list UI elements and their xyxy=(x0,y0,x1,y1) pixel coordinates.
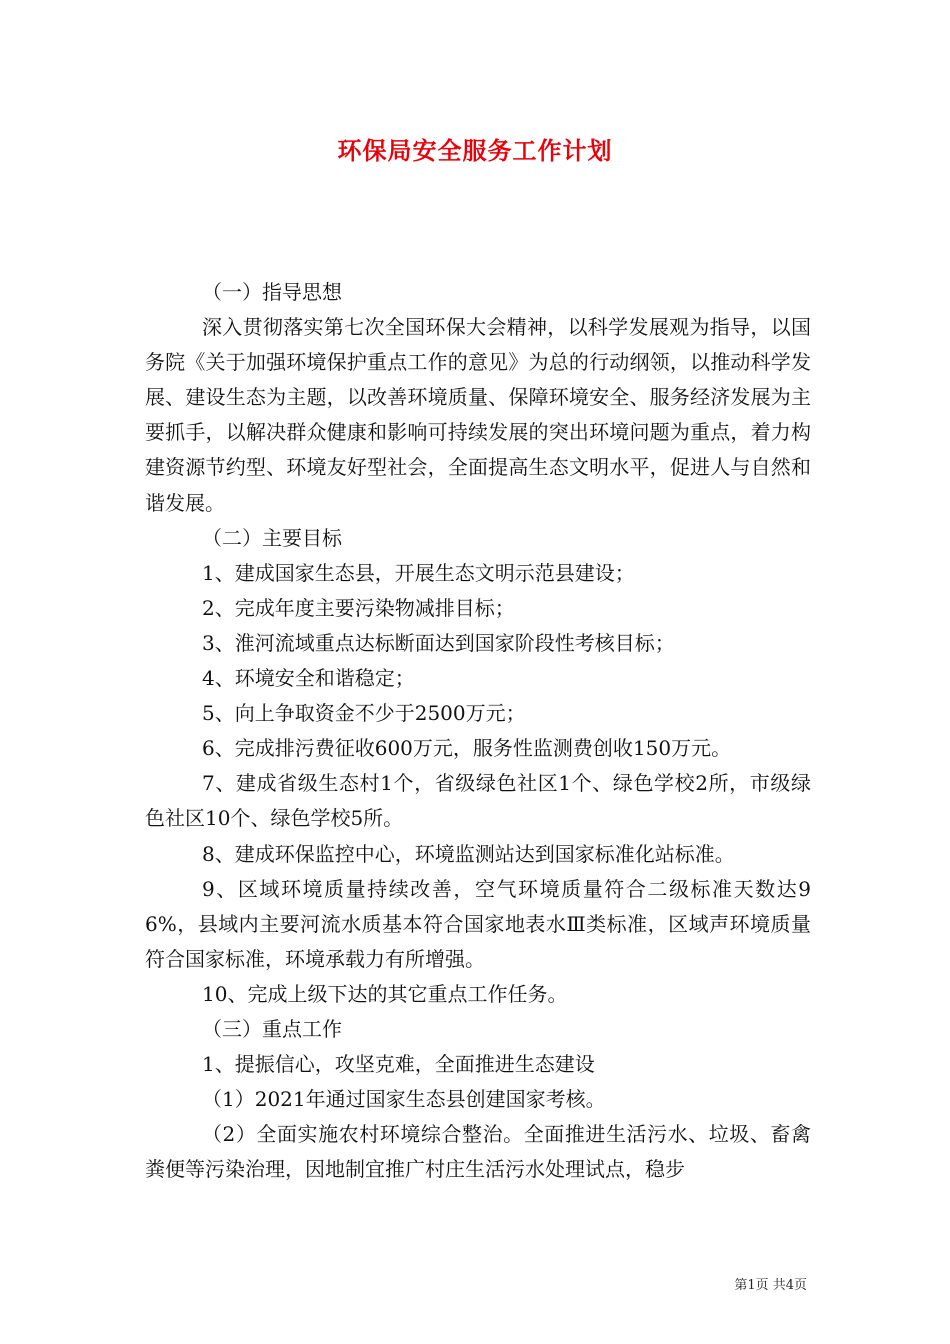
section-heading-key-work: （三）重点工作 xyxy=(202,1016,342,1041)
goal-item-10: 10、完成上级下达的其它重点工作任务。 xyxy=(202,981,568,1006)
goal-item-9: 9、区域环境质量持续改善，空气环境质量符合二级标准天数达96%，县域内主要河流水质基本符合国家地表水Ⅲ类标准，区域声环境质量符合国家标准，环境承载力有所增强。 xyxy=(145,876,811,971)
key-work-subitem-2: （2）全面实施农村环境综合整治。全面推进生活污水、垃圾、畜禽粪便等污染治理，因地制宜推广村庄生活污水处理试点，稳步 xyxy=(145,1122,811,1182)
goal-item-5: 5、向上争取资金不少于2500万元； xyxy=(202,701,526,726)
document-title: 环保局安全服务工作计划 xyxy=(337,136,613,165)
goal-item-4: 4、环境安全和谐稳定； xyxy=(202,666,415,691)
goal-item-6: 6、完成排污费征收600万元，服务性监测费创收150万元。 xyxy=(202,736,732,761)
section-heading-guiding-thought: （一）指导思想 xyxy=(202,280,342,304)
section-heading-main-goals: （二）主要目标 xyxy=(202,525,342,550)
goal-item-1: 1、建成国家生态县，开展生态文明示范县建设； xyxy=(202,560,635,585)
page-number-footer: 第1页 共4页 xyxy=(734,1278,807,1293)
paragraph-guiding-thought: 深入贯彻落实第七次全国环保大会精神，以科学发展观为指导，以国务院《关于加强环境保护重点工作的意见》为总的行动纲领，以推动科学发展、建设生态为主题，以改善环境质量、保障环境安全、服务经济发展为主要抓手，以解决群众健康和影响可持续发展的突出环境问题为重点，着力构建资源节约型、环境友好型社会，全面提高生态文明水平，促进人与自然和谐发展。 xyxy=(145,315,811,515)
key-work-subitem-1: （1）2021年通过国家生态县创建国家考核。 xyxy=(202,1087,606,1112)
goal-item-2: 2、完成年度主要污染物减排目标； xyxy=(202,595,515,620)
goal-item-8: 8、建成环保监控中心，环境监测站达到国家标准化站标准。 xyxy=(202,841,735,866)
goal-item-3: 3、淮河流域重点达标断面达到国家阶段性考核目标； xyxy=(202,630,675,655)
goal-item-7: 7、建成省级生态村1个，省级绿色社区1个、绿色学校2所，市级绿色社区10个、绿色学校5所。 xyxy=(145,771,811,831)
document-body xyxy=(145,275,811,1187)
key-work-item-1: 1、提振信心，攻坚克难，全面推进生态建设 xyxy=(202,1052,595,1077)
